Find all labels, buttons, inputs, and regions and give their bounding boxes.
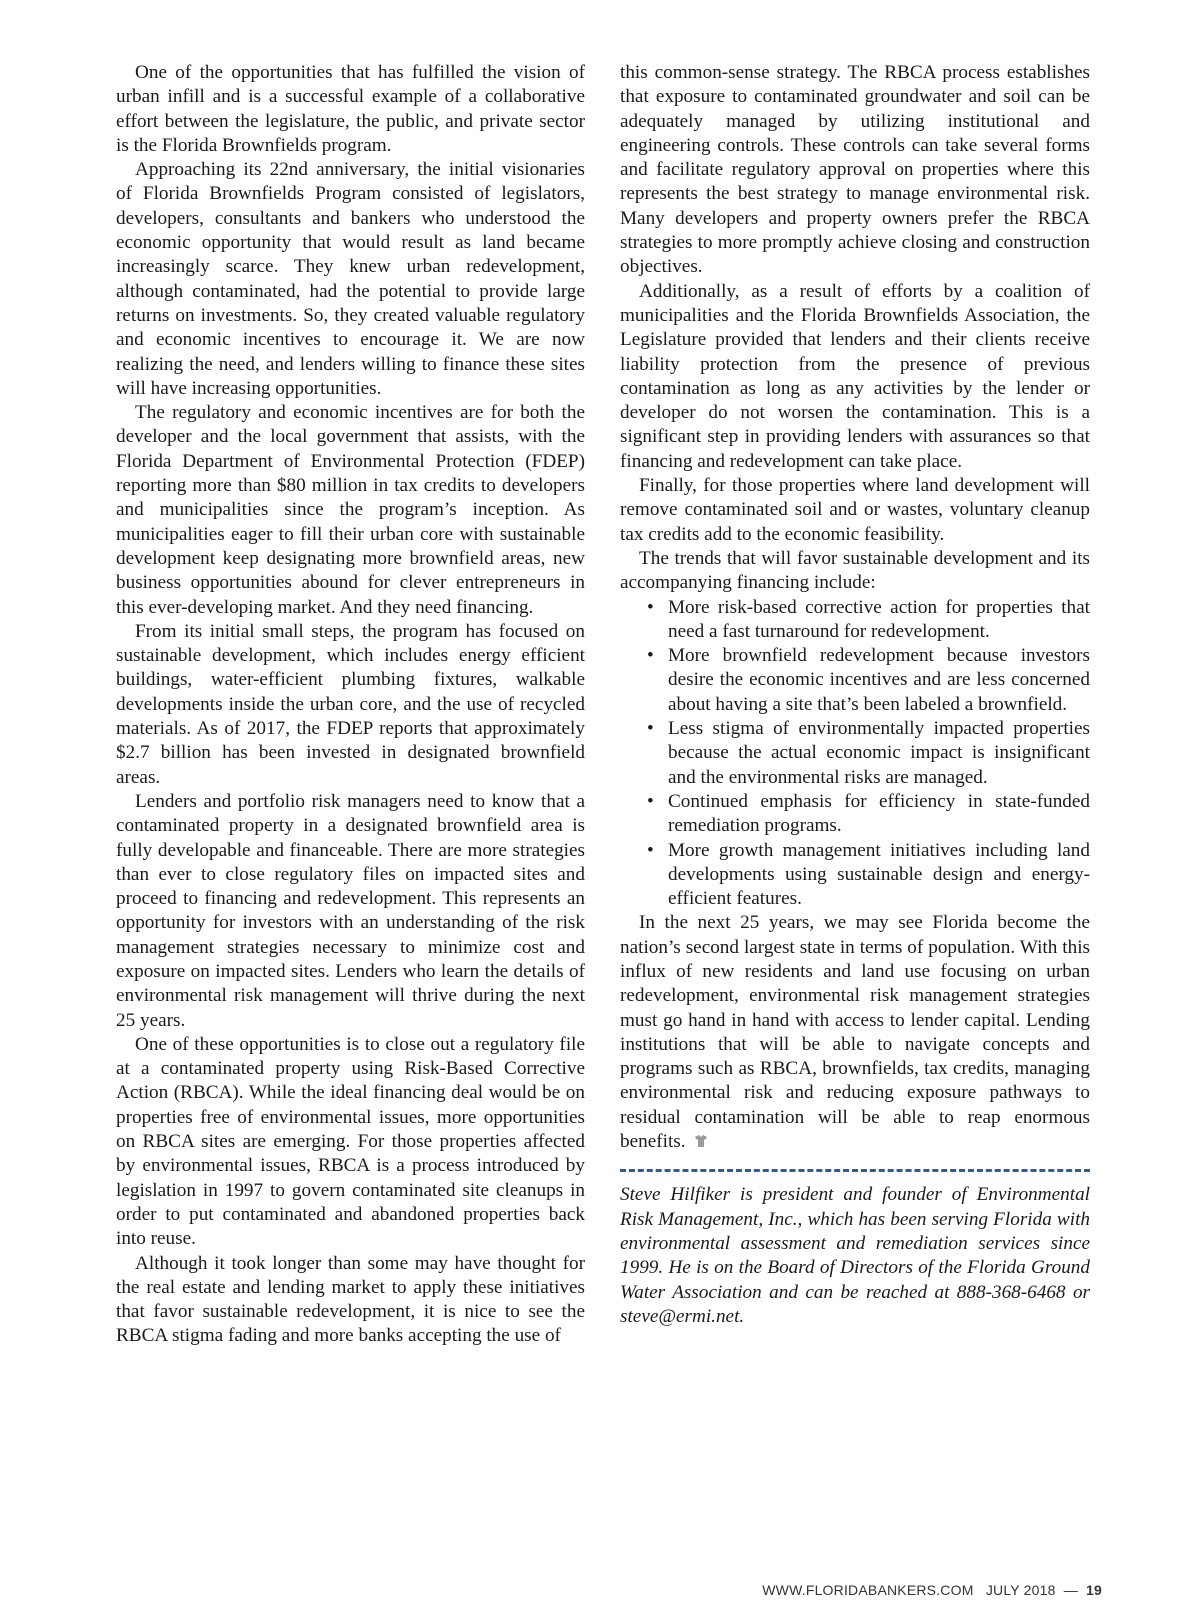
paragraph: Approaching its 22nd anniversary, the initial visionaries of Florida Brownfields Program consisted of legislators, developers, consultants and bankers who understood the economic opportunity that would result as land became increasingly scarce. They knew urban redevelopment, although contaminated, had the potential to provide large returns on investments. So, they created valuable regulatory and economic incentives to encourage it. We are now realizing the need, and lenders willing to finance these sites will have increasing opportunities. <box>116 159 585 399</box>
bullet-icon: • <box>647 596 654 618</box>
paragraph: The regulatory and economic incentives are for both the developer and the local government that assists, with the Florida Department of Environmental Protection (FDEP) reporting more than $80 million in tax credits to developers and municipalities since the program’s inception. As municipalities eager to fill their urban core with sustainable development keep designating more brownfield areas, new business opportunities abound for clever entrepreneurs in this ever-developing market. And they need financing. <box>116 402 585 618</box>
author-bio: Steve Hilfiker is president and founder of Environmental Risk Management, Inc., which has been serving Florida with environmental assessment and remediation services since 1999. He is on the Board of Directors of the Florida Ground Water Association and can be reached at 888-368-6468 or steve@ermi.net. <box>620 1184 1090 1327</box>
paragraph: The trends that will favor sustainable development and its accompanying financing include: <box>620 547 1090 594</box>
right-column <box>620 61 1090 1329</box>
paragraph: Lenders and portfolio risk managers need to know that a contaminated property in a designated brownfield area is fully developable and financeable. There are more strategies than ever to close regulatory files on impacted sites and proceed to financing and redevelopment. This represents an opportunity for investors with an understanding of the risk management strategies necessary to minimize cost and exposure on impacted sites. Lenders who learn the details of environmental risk management will thrive during the next 25 years. <box>116 790 585 1031</box>
page-footer <box>762 1582 1102 1598</box>
bullet-icon: • <box>647 790 654 812</box>
footer-separator: — <box>1063 1582 1078 1598</box>
paragraph: Additionally, as a result of efforts by a coalition of municipalities and the Florida Brownfields Association, the Legislature provided that lenders and their clients receive liability protection from the presence of previous contamination as long as any activities by the lender or developer do not worsen the contamination. This is a significant step in providing lenders with assurances so that financing and redevelopment can take place. <box>620 280 1090 472</box>
paragraph: One of the opportunities that has fulfilled the vision of urban infill and is a successful example of a collaborative effort between the legislature, the public, and private sector is the Florida Brownfields program. <box>116 62 585 156</box>
bullet-icon: • <box>647 645 654 667</box>
list-item-text: More growth management initiatives including land developments using sustainable design and energy-efficient features. <box>668 839 1090 910</box>
paragraph: One of these opportunities is to close out a regulatory file at a contaminated property using Risk-Based Corrective Action (RBCA). While the ideal financing deal would be on properties free of environmental issues, more opportunities on RBCA sites are emerging. For those properties affected by environmental issues, RBCA is a process introduced by legislation in 1997 to govern contaminated site cleanups in order to put contaminated and abandoned properties back into reuse. <box>116 1033 585 1250</box>
left-column <box>116 61 585 1349</box>
list-item <box>647 839 1090 912</box>
list-item <box>647 644 1090 717</box>
closing-text: In the next 25 years, we may see Florida become the nation’s second largest state in terms of population. With this influx of new residents and land use focusing on urban redevelopment, environmental risk management strategies must go hand in hand with access to lender capital. Lending institutions that will be able to navigate concepts and programs such as RBCA, brownfields, tax credits, managing environmental risk and reducing exposure pathways to residual contamination will be able to reap enormous benefits. <box>620 912 1090 1153</box>
bullet-icon: • <box>647 839 654 861</box>
bullet-icon: • <box>647 718 654 740</box>
list-item-text: More risk-based corrective action for properties that need a fast turnaround for redevelopment. <box>668 596 1090 642</box>
list-item-text: Continued emphasis for efficiency in state-funded remediation programs. <box>668 790 1090 837</box>
list-item <box>647 596 1090 645</box>
paragraph: From its initial small steps, the program has focused on sustainable development, which includes energy efficient buildings, water-efficient plumbing fixtures, walkable developments inside the urban core, and the use of recycled materials. As of 2017, the FDEP reports that approximately $2.7 billion has been invested in designated brownfield areas. <box>116 620 585 788</box>
page-number: 19 <box>1086 1582 1102 1598</box>
paragraph: Although it took longer than some may have thought for the real estate and lending market to apply these initiatives that favor sustainable redevelopment, it is nice to see the RBCA stigma fading and more banks accepting the use of <box>116 1252 585 1347</box>
closing-paragraph <box>620 911 1090 1154</box>
paragraph: this common-sense strategy. The RBCA process establishes that exposure to contaminated groundwater and soil can be adequately managed by utilizing institutional and engineering controls. These controls can take several forms and facilitate regulatory approval on properties where this represents the best strategy to manage environmental risk. Many developers and property owners prefer the RBCA strategies to more promptly achieve closing and construction objectives. <box>620 62 1090 278</box>
end-mark-icon <box>694 1134 708 1148</box>
list-item-text: Less stigma of environmentally impacted properties because the actual economic impact is insignificant and the environmental risks are managed. <box>668 718 1090 788</box>
list-item <box>647 717 1090 790</box>
divider <box>620 1169 1090 1172</box>
list-item-text: More brownfield redevelopment because investors desire the economic incentives and are less concerned about having a site that’s been labeled a brownfield. <box>668 645 1090 715</box>
footer-website: WWW.FLORIDABANKERS.COM <box>762 1582 974 1598</box>
footer-issue: JULY 2018 <box>985 1582 1056 1598</box>
trends-list <box>620 596 1090 912</box>
list-item <box>647 790 1090 839</box>
paragraph: Finally, for those properties where land development will remove contaminated soil and or wastes, voluntary cleanup tax credits add to the economic feasibility. <box>620 475 1090 545</box>
